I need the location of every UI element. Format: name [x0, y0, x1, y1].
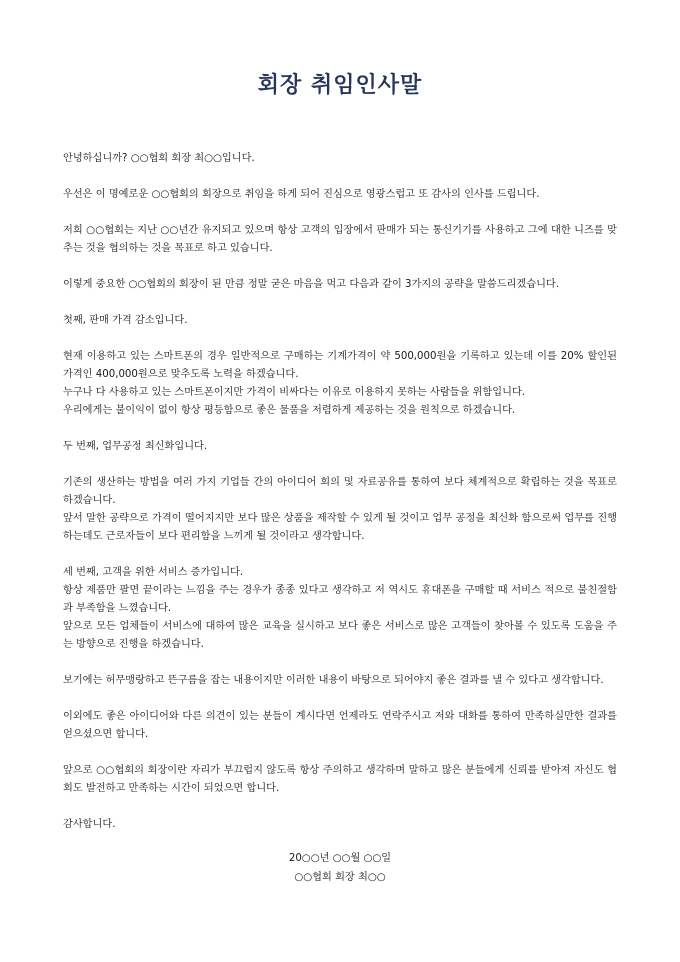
- thanks-line: 감사합니다.: [63, 819, 116, 830]
- third-pledge-heading: 세 번째, 고객을 위한 서비스 증가입니다.: [63, 567, 244, 578]
- closing-hope-paragraph: 앞으로 ○○협회의 회장이란 자리가 부끄럽지 않도록 항상 주의하고 생각하며 말하고 많은 분들에게 신뢰를 받아져 자신도 협회도 발전하고 만족하는 시간이 되었으면 합니다.: [63, 765, 617, 794]
- third-pledge-line: 항상 제품만 팔면 끝이라는 느낌을 주는 경우가 종종 있다고 생각하고 저 역시도 휴대폰을 구매할 때 서비스 적으로 불친절함과 부족함을 느꼈습니다.: [63, 585, 617, 614]
- document-title: 회장 취임인사말: [257, 73, 423, 98]
- signature-date: 20○○년 ○○월 ○○일: [288, 853, 392, 864]
- reflection-paragraph: 보기에는 허무맹랑하고 뜬구름을 잡는 내용이지만 이러한 내용이 바탕으로 되어야지 좋은 결과를 낼 수 있다고 생각합니다.: [63, 675, 604, 686]
- intro-paragraph: 우선은 이 명예로운 ○○협회의 회장으로 취임을 하게 되어 진심으로 영광스럽고 또 감사의 인사를 드립니다.: [63, 189, 540, 200]
- second-pledge-line: 기존의 생산하는 방법을 여러 가지 기업들 간의 아이디어 회의 및 자료공유를 통하여 보다 체계적으로 확립하는 것을 목표로 하겠습니다.: [63, 477, 617, 506]
- greeting-paragraph: 안녕하십니까? ○○협회 회장 최○○입니다.: [63, 153, 255, 164]
- first-pledge-line: 누구나 다 사용하고 있는 스마트폰이지만 가격이 비싸다는 이유로 이용하지 못하는 사람들을 위함입니다.: [63, 387, 526, 398]
- second-pledge-heading: 두 번째, 업무공정 최신화입니다.: [63, 441, 208, 452]
- second-pledge-line: 앞서 말한 공략으로 가격이 떨어지지만 보다 많은 상품을 제작할 수 있게 될 것이고 업무 공정을 최신화 함으로써 업무를 진행하는데도 근로자들이 보다 편리함을 느끼게 될 것이라고 생각합니다.: [63, 513, 617, 542]
- invitation-paragraph: 이외에도 좋은 아이디어와 다른 의견이 있는 분들이 계시다면 언제라도 연락주시고 저와 대화를 통하여 만족하실만한 결과를 얻으셨으면 합니다.: [63, 711, 617, 740]
- document-body: [63, 150, 617, 852]
- purpose-paragraph: 저희 ○○협회는 지난 ○○년간 유지되고 있으며 항상 고객의 입장에서 판매가 되는 통신기기를 사용하고 그에 대한 니즈를 맞추는 것을 협의하는 것을 목표로 하고 있습니다.: [63, 225, 617, 254]
- pledge-intro-paragraph: 이렇게 중요한 ○○협회의 회장이 된 만큼 정말 굳은 마음을 먹고 다음과 같이 3가지의 공략을 말씀드리겠습니다.: [63, 279, 559, 290]
- signature-block: [0, 849, 680, 887]
- first-pledge-body: [63, 348, 617, 420]
- signature-signer: ○○협회 회장 최○○: [294, 872, 386, 883]
- first-pledge-line: 우리에게는 불이익이 없이 항상 평등함으로 좋은 물품을 저렴하게 제공하는 것을 원칙으로 하겠습니다.: [63, 405, 516, 416]
- first-pledge-heading: 첫째, 판매 가격 감소입니다.: [63, 315, 188, 326]
- third-pledge-section: [63, 564, 617, 654]
- third-pledge-line: 앞으로 모든 업체들이 서비스에 대하여 많은 교육을 실시하고 보다 좋은 서비스로 많은 고객들이 찾아볼 수 있도록 도움을 주는 방향으로 진행을 하겠습니다.: [63, 621, 617, 650]
- first-pledge-line: 현재 이용하고 있는 스마트폰의 경우 일반적으로 구매하는 기계가격이 약 500,000원을 기록하고 있는데 이를 20% 할인된 가격인 400,000원으로 맞추도록 노력을 하겠습니다.: [63, 351, 617, 380]
- second-pledge-body: [63, 474, 617, 546]
